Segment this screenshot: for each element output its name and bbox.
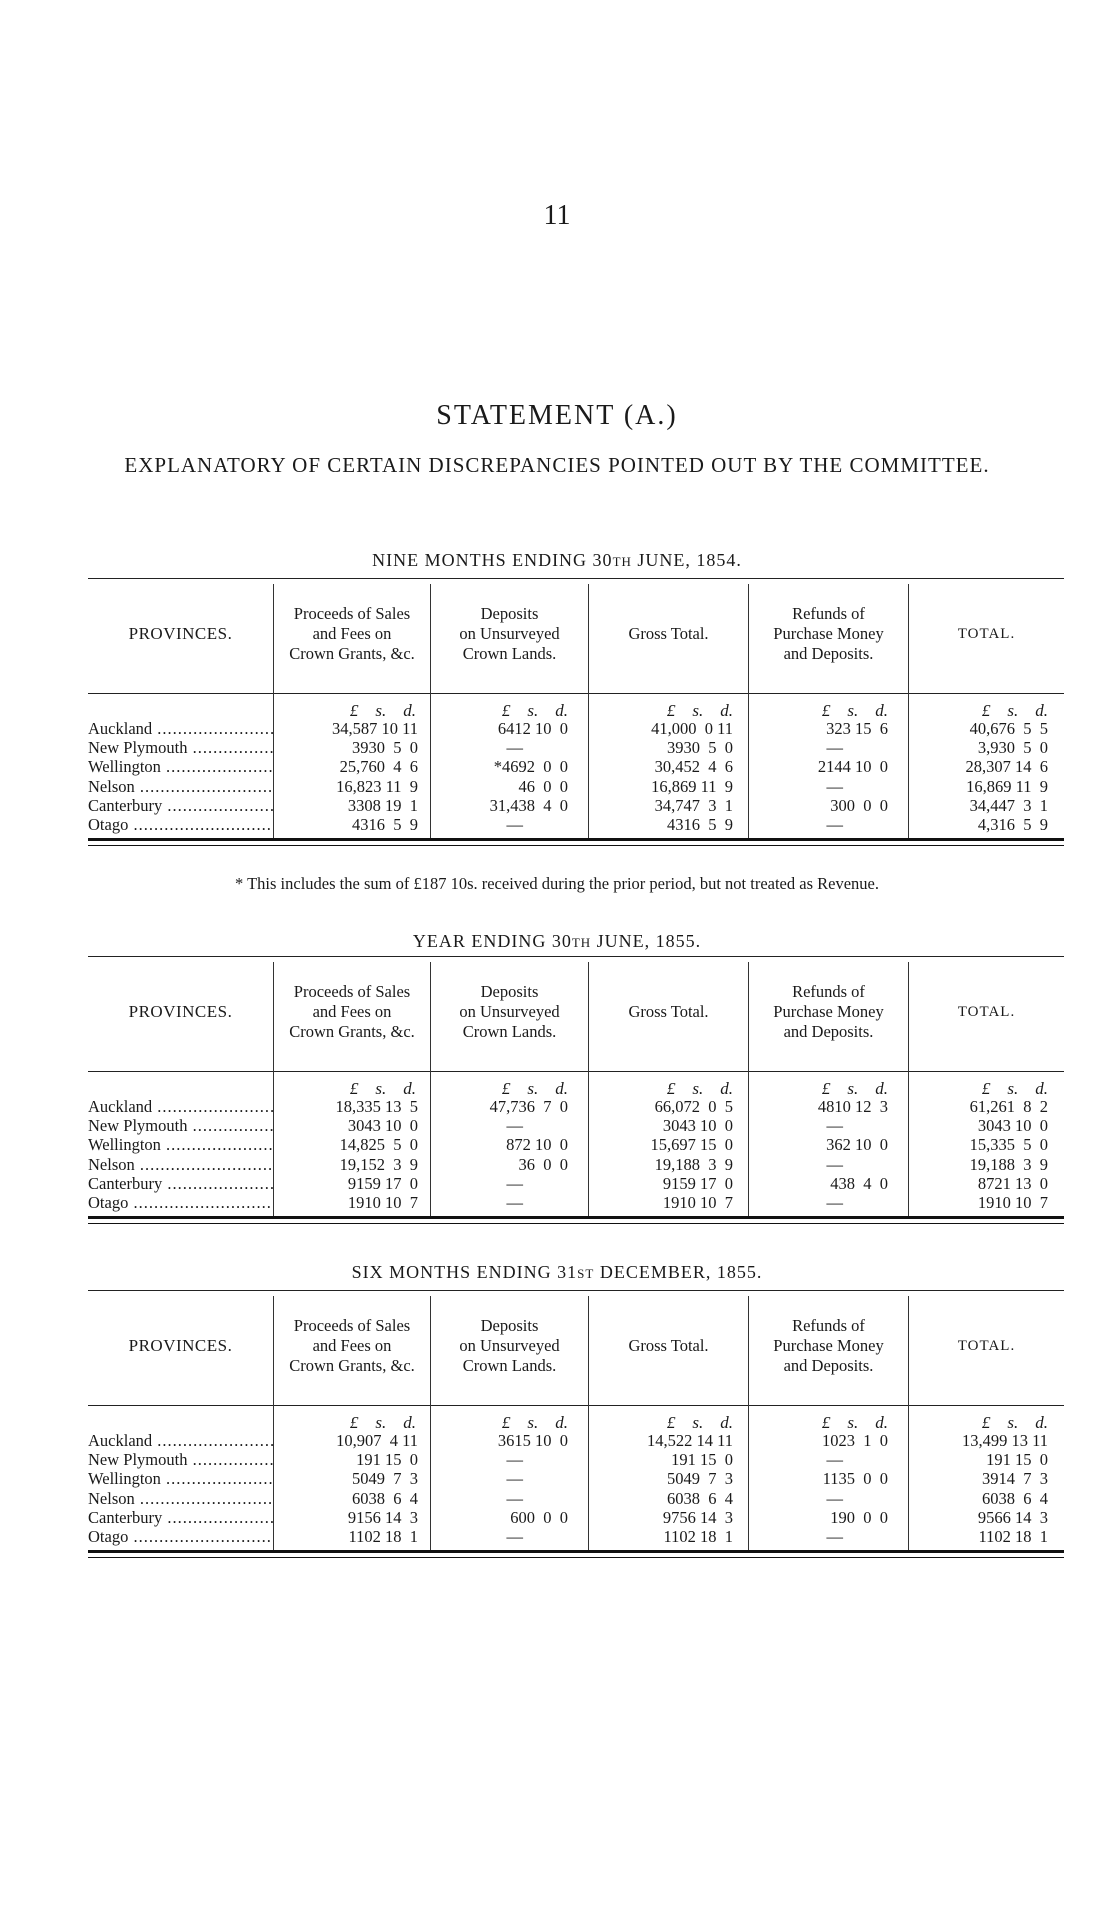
cell-deposits: —: [506, 1116, 523, 1136]
header-line: on Unsurveyed: [459, 1336, 560, 1355]
cell-proceeds: 14,825 5 0: [339, 1135, 418, 1155]
currency-units: £ s. d.: [349, 1413, 416, 1432]
currency-units: £ s. d.: [501, 701, 568, 720]
cell-total: 15,335 5 0: [969, 1135, 1048, 1155]
province-label: Canterbury .....: [88, 1174, 273, 1194]
cell-refunds: 323 15 6: [826, 719, 888, 738]
header-line: Refunds of: [792, 1316, 865, 1335]
cell-total: 1102 18 1: [978, 1527, 1048, 1546]
header-line: Refunds of: [792, 604, 865, 623]
header-line: Deposits: [480, 1316, 539, 1335]
cell-refunds: —: [826, 1154, 843, 1174]
cell-total: 9566 14 3: [977, 1507, 1048, 1527]
header-rule: [88, 1405, 1064, 1406]
header-proceeds: [274, 982, 430, 1042]
cell-refunds: 1135 0 0: [822, 1469, 888, 1489]
header-refunds: [749, 604, 908, 664]
page-number: 11: [543, 200, 571, 231]
cell-refunds: —: [826, 815, 843, 834]
cell-deposits: —: [506, 1193, 523, 1212]
cell-deposits: —: [506, 1488, 523, 1508]
header-refunds: [749, 1316, 908, 1376]
table-bottom-rule: [88, 1550, 1064, 1558]
province-label: New Plymouth .....: [88, 1450, 273, 1470]
province-label: Wellington .....: [88, 1135, 273, 1155]
cell-proceeds: 9156 14 3: [347, 1507, 418, 1527]
header-line: Proceeds of Sales: [293, 604, 411, 623]
cell-refunds: 190 0 0: [830, 1507, 888, 1527]
header-line: on Unsurveyed: [459, 624, 560, 643]
header-line: Crown Grants, &c.: [289, 1022, 415, 1041]
cell-proceeds: 5049 7 3: [352, 1469, 418, 1489]
province-label: Wellington .....: [88, 1469, 273, 1489]
cell-total: 40,676 5 5: [969, 719, 1048, 738]
header-line: Refunds of: [792, 982, 865, 1001]
cell-gross: 16,869 11 9: [651, 776, 733, 796]
cell-deposits: —: [506, 1173, 523, 1193]
cell-proceeds: 9159 17 0: [347, 1173, 418, 1193]
cell-gross: 66,072 0 5: [654, 1097, 733, 1116]
cell-proceeds: 191 15 0: [356, 1450, 418, 1470]
cell-proceeds: 18,335 13 5: [335, 1097, 418, 1116]
column-divider: [588, 962, 589, 1216]
header-line: Deposits: [480, 982, 539, 1001]
currency-units: £ s. d.: [666, 701, 733, 720]
statement-table: [88, 578, 1064, 846]
header-line: and Deposits.: [783, 644, 874, 663]
province-label: Nelson .....: [88, 777, 273, 797]
currency-units: £ s. d.: [821, 1413, 888, 1432]
header-line: and Deposits.: [783, 1022, 874, 1041]
cell-refunds: 438 4 0: [830, 1173, 888, 1193]
header-deposits: [431, 982, 588, 1042]
province-label: Auckland .....: [88, 1431, 273, 1451]
header-line: on Unsurveyed: [459, 1002, 560, 1021]
cell-proceeds: 6038 6 4: [352, 1488, 418, 1508]
header-line: Proceeds of Sales: [293, 1316, 411, 1335]
cell-total: 61,261 8 2: [969, 1097, 1048, 1116]
cell-deposits: 600 0 0: [510, 1507, 568, 1527]
header-line: and Fees on: [312, 1002, 392, 1021]
currency-units: £ s. d.: [349, 701, 416, 720]
cell-gross: 1102 18 1: [663, 1527, 733, 1546]
header-proceeds: [274, 604, 430, 664]
cell-total: 191 15 0: [986, 1450, 1048, 1470]
currency-units: £ s. d.: [981, 1413, 1048, 1432]
footnote: * This includes the sum of £187 10s. received during the prior period, but not treated as Revenue.: [235, 874, 879, 893]
cell-proceeds: 10,907 4 11: [336, 1431, 418, 1450]
cell-gross: 6038 6 4: [667, 1488, 733, 1508]
currency-units: £ s. d.: [666, 1079, 733, 1098]
cell-proceeds: 4316 5 9: [352, 815, 418, 834]
province-label: Nelson .....: [88, 1155, 273, 1175]
section-heading: YEAR ENDING 30TH JUNE, 1855.: [412, 931, 702, 951]
cell-refunds: 4810 12 3: [817, 1097, 888, 1116]
currency-units: £ s. d.: [821, 1079, 888, 1098]
cell-total: 3,930 5 0: [977, 738, 1048, 758]
table-bottom-rule: [88, 1216, 1064, 1224]
header-line: Deposits: [480, 604, 539, 623]
cell-total: 28,307 14 6: [965, 757, 1048, 777]
cell-deposits: 47,736 7 0: [489, 1097, 568, 1116]
cell-total: 1910 10 7: [977, 1193, 1048, 1212]
header-line: Purchase Money: [773, 624, 884, 643]
section-heading: SIX MONTHS ENDING 31ST DECEMBER, 1855.: [351, 1262, 763, 1282]
header-rule: [88, 1071, 1064, 1072]
province-label: New Plymouth .....: [88, 738, 273, 758]
cell-proceeds: 1102 18 1: [348, 1527, 418, 1546]
cell-refunds: 1023 1 0: [822, 1431, 888, 1450]
currency-units: £ s. d.: [501, 1413, 568, 1432]
header-gross-total: Gross Total.: [628, 1002, 709, 1021]
header-line: Purchase Money: [773, 1002, 884, 1021]
cell-gross: 19,188 3 9: [654, 1154, 733, 1174]
header-line: Proceeds of Sales: [293, 982, 411, 1001]
province-label: New Plymouth .....: [88, 1116, 273, 1136]
cell-total: 13,499 13 11: [961, 1431, 1048, 1450]
cell-proceeds: 19,152 3 9: [339, 1154, 418, 1174]
cell-proceeds: 34,587 10 11: [331, 719, 418, 738]
cell-total: 16,869 11 9: [966, 776, 1048, 796]
cell-gross: 1910 10 7: [662, 1193, 733, 1212]
statement-table: [88, 956, 1064, 1224]
cell-deposits: 3615 10 0: [497, 1431, 568, 1450]
cell-refunds: —: [826, 1488, 843, 1508]
cell-gross: 3930 5 0: [667, 738, 733, 758]
column-divider: [908, 962, 909, 1216]
cell-total: 3914 7 3: [982, 1469, 1048, 1489]
cell-gross: 41,000 0 11: [651, 719, 733, 738]
section-heading: NINE MONTHS ENDING 30TH JUNE, 1854.: [372, 550, 742, 570]
statement-subtitle: EXPLANATORY OF CERTAIN DISCREPANCIES POINTED OUT BY THE COMMITTEE.: [124, 453, 990, 477]
currency-units: £ s. d.: [501, 1079, 568, 1098]
cell-refunds: 2144 10 0: [817, 757, 888, 777]
cell-refunds: —: [826, 776, 843, 796]
currency-units: £ s. d.: [981, 1079, 1048, 1098]
cell-deposits: —: [506, 1469, 523, 1489]
province-label: Auckland .....: [88, 1097, 273, 1117]
cell-gross: 5049 7 3: [667, 1469, 733, 1489]
cell-total: 6038 6 4: [982, 1488, 1048, 1508]
province-label: Canterbury .....: [88, 796, 273, 816]
currency-units: £ s. d.: [821, 701, 888, 720]
currency-units: £ s. d.: [349, 1079, 416, 1098]
column-divider: [588, 584, 589, 838]
cell-deposits: *4692 0 0: [493, 757, 568, 777]
header-line: Crown Lands.: [462, 1022, 557, 1041]
cell-gross: 9756 14 3: [662, 1507, 733, 1527]
cell-deposits: —: [506, 1450, 523, 1470]
cell-refunds: —: [826, 1527, 843, 1546]
cell-refunds: —: [826, 738, 843, 758]
cell-refunds: —: [826, 1193, 843, 1212]
table-top-rule: [88, 956, 1064, 957]
header-line: Purchase Money: [773, 1336, 884, 1355]
cell-deposits: 872 10 0: [506, 1135, 568, 1155]
cell-deposits: 6412 10 0: [497, 719, 568, 738]
cell-refunds: —: [826, 1116, 843, 1136]
cell-total: 34,447 3 1: [969, 795, 1048, 815]
cell-gross: 3043 10 0: [662, 1116, 733, 1136]
header-gross-total: Gross Total.: [628, 624, 709, 643]
header-line: and Deposits.: [783, 1356, 874, 1375]
statement-title: STATEMENT (A.): [436, 400, 678, 431]
cell-total: 19,188 3 9: [969, 1154, 1048, 1174]
header-line: Crown Lands.: [462, 1356, 557, 1375]
header-refunds: [749, 982, 908, 1042]
column-divider: [908, 1296, 909, 1550]
statement-table: [88, 1290, 1064, 1558]
cell-gross: 4316 5 9: [667, 815, 733, 834]
province-label: Canterbury .....: [88, 1508, 273, 1528]
province-label: Auckland .....: [88, 719, 273, 739]
header-line: Crown Grants, &c.: [289, 644, 415, 663]
cell-deposits: —: [506, 738, 523, 758]
cell-proceeds: 3043 10 0: [347, 1116, 418, 1136]
cell-deposits: 31,438 4 0: [489, 795, 568, 815]
cell-gross: 30,452 4 6: [654, 757, 733, 777]
cell-gross: 191 15 0: [671, 1450, 733, 1470]
header-total: TOTAL.: [957, 1338, 1016, 1354]
cell-gross: 34,747 3 1: [654, 795, 733, 815]
table-bottom-rule: [88, 838, 1064, 846]
header-provinces: PROVINCES.: [128, 1336, 233, 1355]
currency-units: £ s. d.: [981, 701, 1048, 720]
table-top-rule: [88, 578, 1064, 579]
province-label: Otago .....: [88, 1193, 273, 1213]
cell-refunds: —: [826, 1450, 843, 1470]
cell-refunds: 362 10 0: [826, 1135, 888, 1155]
cell-total: 8721 13 0: [977, 1173, 1048, 1193]
header-total: TOTAL.: [957, 626, 1016, 642]
header-line: and Fees on: [312, 624, 392, 643]
cell-proceeds: 16,823 11 9: [336, 776, 418, 796]
cell-deposits: —: [506, 1527, 523, 1546]
cell-proceeds: 3308 19 1: [347, 795, 418, 815]
column-divider: [588, 1296, 589, 1550]
province-label: Nelson .....: [88, 1489, 273, 1509]
header-deposits: [431, 1316, 588, 1376]
cell-gross: 9159 17 0: [662, 1173, 733, 1193]
cell-proceeds: 1910 10 7: [347, 1193, 418, 1212]
cell-total: 3043 10 0: [977, 1116, 1048, 1136]
cell-total: 4,316 5 9: [977, 815, 1048, 834]
currency-units: £ s. d.: [666, 1413, 733, 1432]
cell-deposits: 36 0 0: [518, 1154, 568, 1174]
header-provinces: PROVINCES.: [128, 624, 233, 643]
header-line: and Fees on: [312, 1336, 392, 1355]
cell-proceeds: 3930 5 0: [352, 738, 418, 758]
header-line: Crown Grants, &c.: [289, 1356, 415, 1375]
cell-gross: 15,697 15 0: [650, 1135, 733, 1155]
cell-proceeds: 25,760 4 6: [339, 757, 418, 777]
header-proceeds: [274, 1316, 430, 1376]
province-label: Wellington .....: [88, 757, 273, 777]
header-total: TOTAL.: [957, 1004, 1016, 1020]
cell-deposits: 46 0 0: [518, 776, 568, 796]
header-rule: [88, 693, 1064, 694]
province-label: Otago .....: [88, 1527, 273, 1547]
header-provinces: PROVINCES.: [128, 1002, 233, 1021]
cell-gross: 14,522 14 11: [646, 1431, 733, 1450]
cell-refunds: 300 0 0: [830, 795, 888, 815]
cell-deposits: —: [506, 815, 523, 834]
header-deposits: [431, 604, 588, 664]
header-gross-total: Gross Total.: [628, 1336, 709, 1355]
province-label: Otago .....: [88, 815, 273, 835]
table-top-rule: [88, 1290, 1064, 1291]
column-divider: [908, 584, 909, 838]
header-line: Crown Lands.: [462, 644, 557, 663]
